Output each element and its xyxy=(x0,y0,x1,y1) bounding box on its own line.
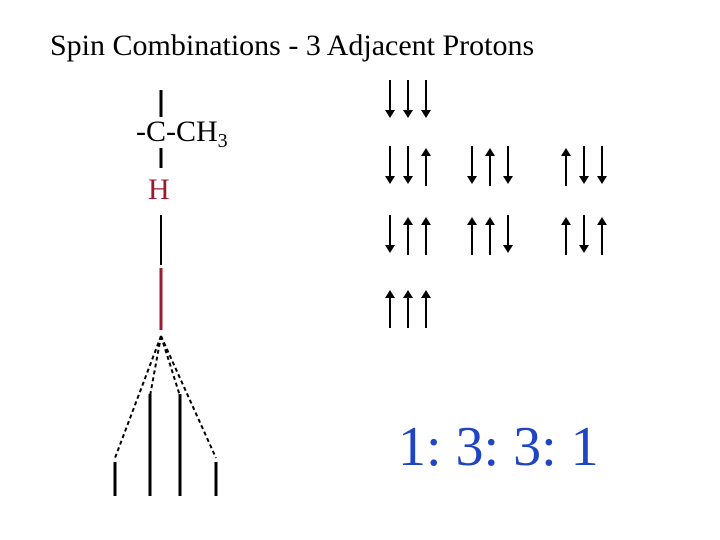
formula-subscript: 3 xyxy=(217,130,228,152)
spin-combination xyxy=(566,215,602,255)
molecule-formula xyxy=(136,114,228,150)
intensity-ratio: 1: 3: 3: 1 xyxy=(398,416,599,478)
spin-combination xyxy=(390,294,426,328)
spin-combination xyxy=(472,215,508,255)
spin-combination xyxy=(566,146,602,186)
spin-combination xyxy=(390,146,426,186)
spin-combination-grid xyxy=(390,80,602,328)
slide-title: Spin Combinations - 3 Adjacent Protons xyxy=(50,29,535,62)
quartet-lines xyxy=(115,394,216,496)
spin-combination xyxy=(472,146,508,186)
observed-proton-label: H xyxy=(148,173,170,206)
spin-combination xyxy=(390,80,426,114)
splitting-dashed-lines xyxy=(115,336,216,458)
formula-fragment: -C-CH xyxy=(136,115,218,148)
spin-combination xyxy=(390,215,426,255)
